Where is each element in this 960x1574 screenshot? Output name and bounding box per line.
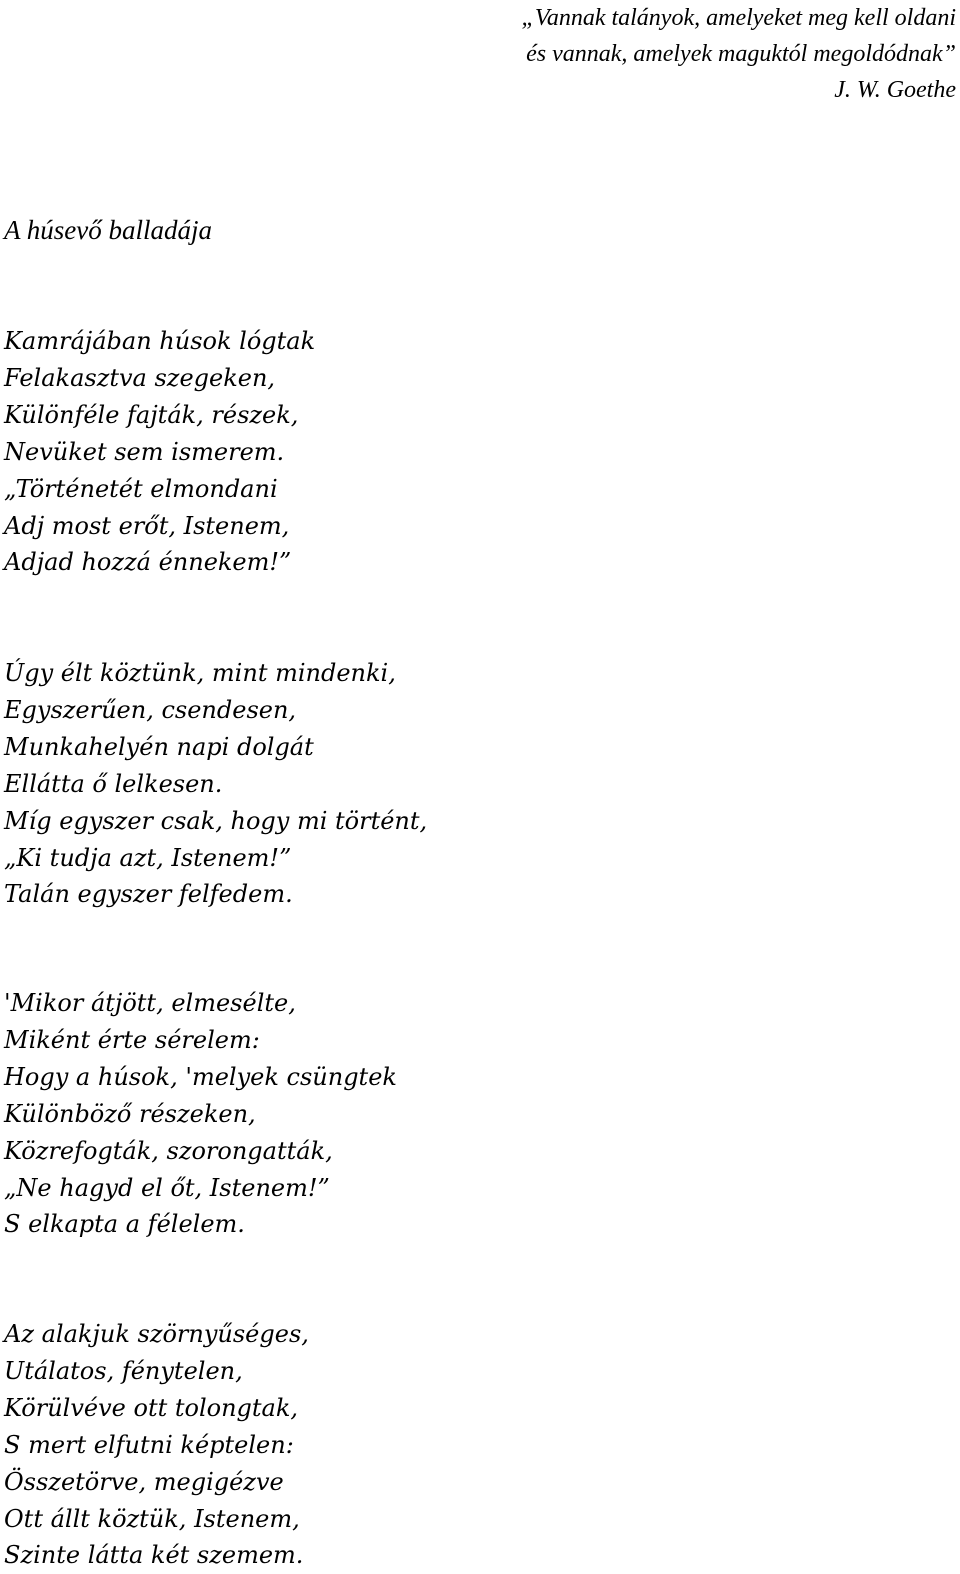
- poem-line: Munkahelyén napi dolgát: [4, 732, 314, 761]
- poem-line: Felakasztva szegeken,: [4, 363, 276, 392]
- stanza-1: [4, 323, 315, 581]
- poem-line: Összetörve, megigézve: [4, 1467, 284, 1496]
- epigraph: [356, 0, 956, 108]
- poem-title: A húsevő balladája: [4, 215, 212, 245]
- poem-line: 'Mikor átjött, elmesélte,: [4, 989, 296, 1017]
- epigraph-line: és vannak, amelyek maguktól megoldódnak”: [526, 41, 956, 67]
- poem-line: S mert elfutni képtelen:: [4, 1430, 294, 1459]
- epigraph-author: J. W. Goethe: [834, 77, 956, 103]
- poem-line: Közrefogták, szorongatták,: [4, 1136, 333, 1165]
- poem-line: Szinte látta két szemem.: [4, 1541, 304, 1570]
- stanza-3: [4, 985, 397, 1243]
- poem-line: Miként érte sérelem:: [4, 1025, 260, 1054]
- poem-line: Talán egyszer felfedem.: [4, 880, 293, 909]
- stanza-4: [4, 1316, 309, 1574]
- poem-line: „Ki tudja azt, Istenem!”: [4, 843, 292, 872]
- epigraph-line: „Vannak talányok, amelyeket meg kell oldani: [521, 5, 956, 31]
- stanza-2: [4, 655, 427, 913]
- poem-line: Úgy élt köztünk, mint mindenki,: [4, 659, 396, 687]
- poem-line: Ellátta ő lelkesen.: [4, 769, 223, 798]
- poem-line: Ott állt köztük, Istenem,: [4, 1504, 300, 1533]
- poem-line: Egyszerűen, csendesen,: [4, 695, 297, 724]
- poem-line: Az alakjuk szörnyűséges,: [4, 1320, 309, 1348]
- poem-line: „Történetét elmondani: [4, 474, 278, 503]
- poem-line: Adj most erőt, Istenem,: [4, 511, 290, 540]
- poem-line: Utálatos, fénytelen,: [4, 1356, 243, 1385]
- poem-line: Adjad hozzá énnekem!”: [4, 548, 292, 577]
- poem-line: Körülvéve ott tolongtak,: [4, 1393, 299, 1422]
- poem-line: Kamrájában húsok lógtak: [4, 327, 316, 355]
- poem-line: Míg egyszer csak, hogy mi történt,: [4, 806, 428, 835]
- poem-line: S elkapta a félelem.: [4, 1210, 245, 1239]
- poem-line: Különféle fajták, részek,: [4, 400, 299, 429]
- poem-line: „Ne hagyd el őt, Istenem!”: [4, 1173, 330, 1202]
- poem-line: Hogy a húsok, 'melyek csüngtek: [4, 1062, 397, 1091]
- poem-line: Nevüket sem ismerem.: [4, 437, 285, 466]
- poem-line: Különböző részeken,: [4, 1099, 256, 1128]
